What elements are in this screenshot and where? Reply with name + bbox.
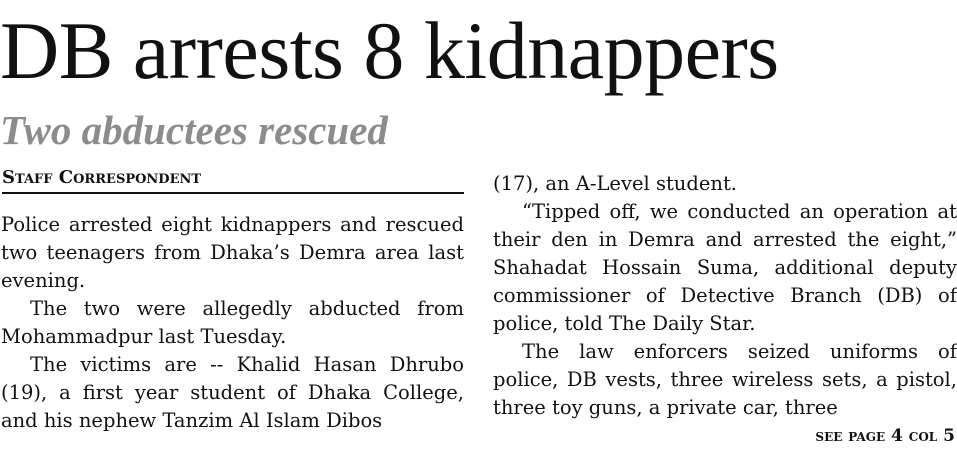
paragraph-4: “Tipped off, we conducted an operation at their den in Demra and arrested the eight,” Shahadat Hossain Suma, additional deputy commissioner of Detective Branch (DB) of police, told The Daily Star. bbox=[493, 200, 957, 335]
byline: Staff Correspondent bbox=[2, 166, 464, 194]
subheadline: Two abductees rescued bbox=[0, 107, 388, 153]
article-column-2 bbox=[493, 170, 957, 422]
paragraph-3: The victims are -- Khalid Hasan Dhrubo (19), a first year student of Dhaka College, and his nephew Tanzim Al Islam Dibos bbox=[1, 353, 464, 432]
paragraph-1: Police arrested eight kidnappers and rescued two teenagers from Dhaka’s Demra area last evening. bbox=[1, 213, 464, 292]
headline: DB arrests 8 kidnappers bbox=[0, 5, 779, 96]
paragraph-5: The law enforcers seized uniforms of police, DB vests, three wireless sets, a pistol, three toy guns, a private car, three bbox=[493, 340, 957, 419]
continuation-note: see page 4 col 5 bbox=[815, 426, 955, 446]
paragraph-2: The two were allegedly abducted from Mohammadpur last Tuesday. bbox=[1, 297, 464, 348]
paragraph-3-continued: (17), an A-Level student. bbox=[493, 172, 737, 195]
article-column-1 bbox=[1, 211, 464, 435]
